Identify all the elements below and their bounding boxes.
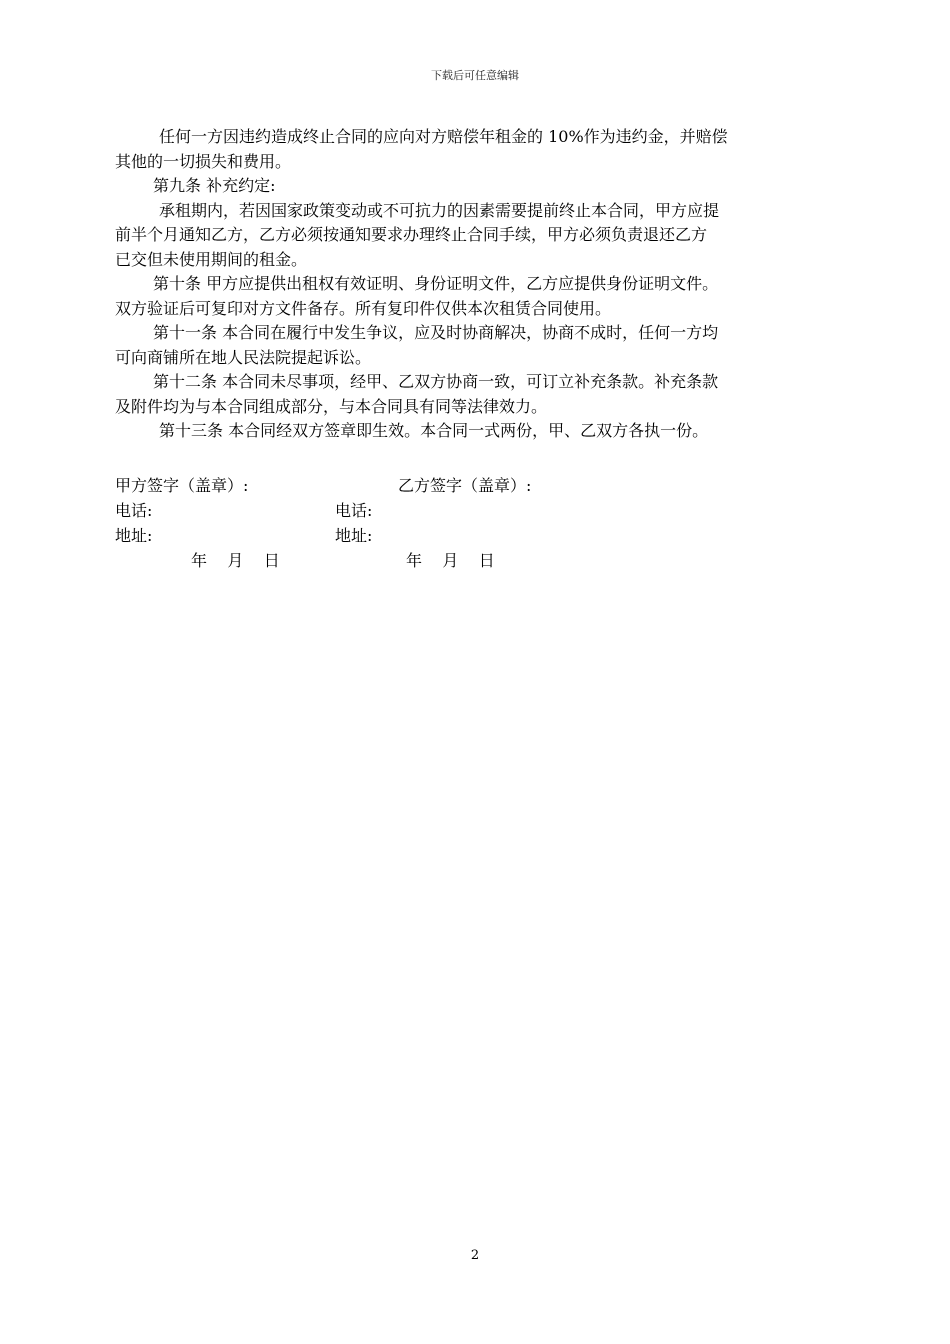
phone-row bbox=[115, 498, 845, 523]
article-13-line-1: 第十三条 本合同经双方签章即生效。本合同一式两份，甲、乙双方各执一份。 bbox=[159, 421, 709, 440]
party-a-date: 年 月 日 bbox=[191, 551, 280, 570]
party-a-phone-label: 电话: bbox=[115, 501, 153, 520]
party-b-signature-label: 乙方签字（盖章）: bbox=[398, 476, 532, 495]
article-9-title: 第九条 补充约定: bbox=[153, 176, 276, 195]
article-9-line-3: 已交但未使用期间的租金。 bbox=[115, 249, 308, 269]
article-9-line-2: 前半个月通知乙方，乙方必须按通知要求办理终止合同手续，甲方必须负责退还乙方 bbox=[115, 225, 708, 244]
party-a-address-label: 地址: bbox=[115, 526, 153, 545]
article-11-line-1: 第十一条 本合同在履行中发生争议，应及时协商解决，协商不成时，任何一方均 bbox=[153, 323, 719, 342]
address-row bbox=[115, 523, 845, 548]
signature-row bbox=[115, 473, 845, 498]
party-b-phone-label: 电话: bbox=[335, 501, 373, 520]
article-12-line-2: 及附件均为与本合同组成部分，与本合同具有同等法律效力。 bbox=[115, 396, 548, 416]
article-12-line-1: 第十二条 本合同未尽事项，经甲、乙双方协商一致，可订立补充条款。补充条款 bbox=[153, 372, 719, 391]
party-b-address-label: 地址: bbox=[335, 526, 373, 545]
party-b-date: 年 月 日 bbox=[406, 551, 495, 570]
date-row bbox=[115, 548, 845, 573]
clause-penalty-line-2: 其他的一切损失和费用。 bbox=[115, 151, 292, 171]
article-9-line-1: 承租期内，若因国家政策变动或不可抗力的因素需要提前终止本合同，甲方应提 bbox=[159, 200, 720, 220]
article-10-line-2: 双方验证后可复印对方文件备存。所有复印件仅供本次租赁合同使用。 bbox=[115, 298, 612, 318]
page-number: 2 bbox=[470, 1248, 480, 1263]
article-11-line-2: 可向商铺所在地人民法院提起诉讼。 bbox=[115, 347, 372, 367]
party-a-signature-label: 甲方签字（盖章）: bbox=[115, 476, 249, 495]
contract-body bbox=[115, 125, 845, 444]
article-10-line-1: 第十条 甲方应提供出租权有效证明、身份证明文件，乙方应提供身份证明文件。 bbox=[153, 274, 719, 293]
signature-block bbox=[115, 473, 845, 573]
clause-penalty-line-1: 任何一方因违约造成终止合同的应向对方赔偿年租金的 10%作为违约金，并赔偿 bbox=[159, 127, 728, 146]
header-note: 下载后可任意编辑 bbox=[431, 69, 519, 82]
